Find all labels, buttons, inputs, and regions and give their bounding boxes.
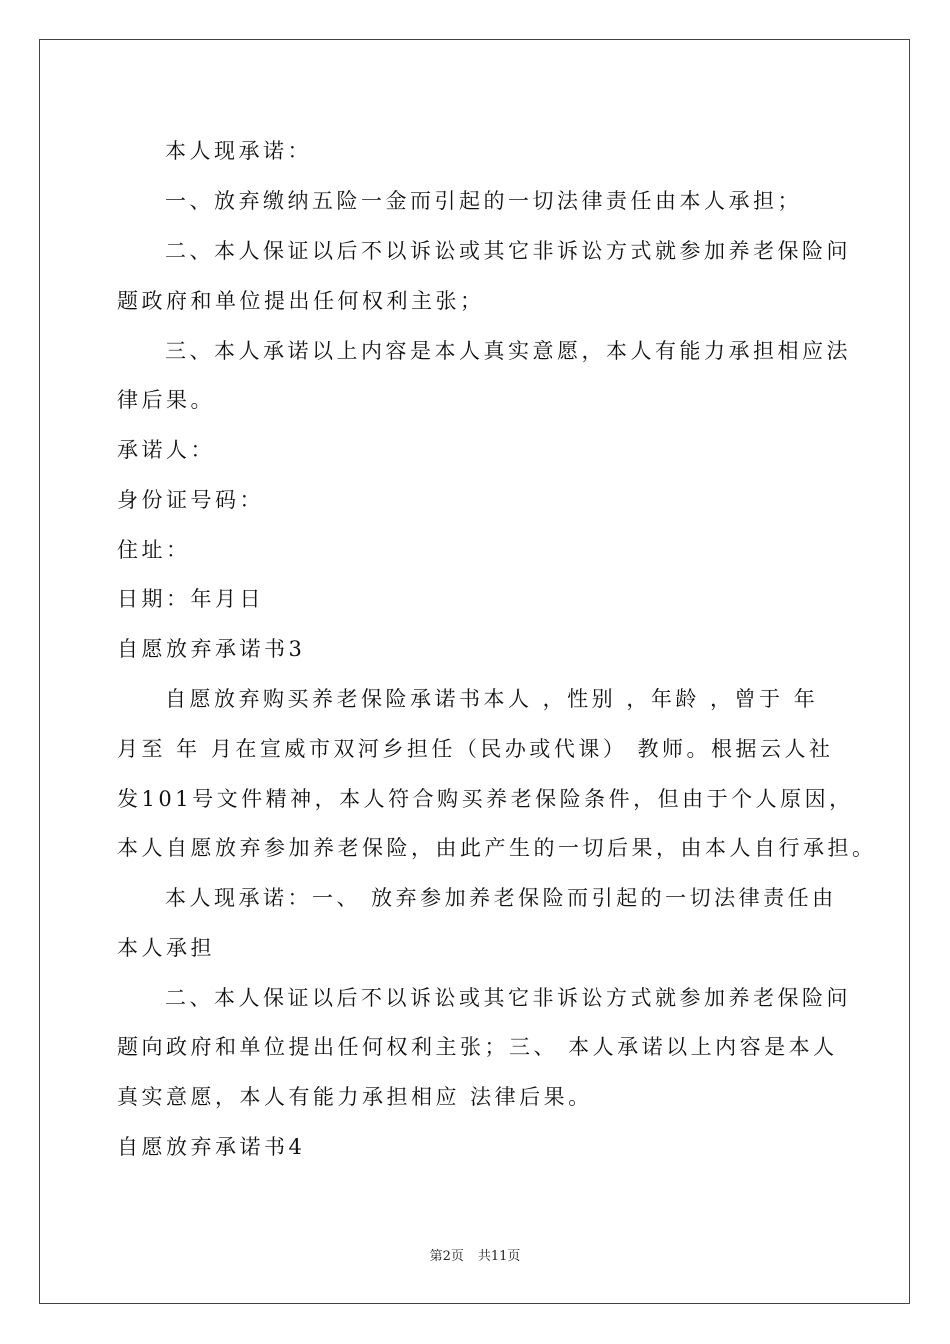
text-line: 律后果。 xyxy=(117,388,215,412)
text-line: 自愿放弃购买养老保险承诺书本人 ，性别 ，年龄 ，曾于 年 xyxy=(165,687,819,711)
text-line: 题政府和单位提出任何权利主张； xyxy=(117,289,485,313)
text-line: 三、本人承诺以上内容是本人真实意愿，本人有能力承担相应法 xyxy=(165,339,851,363)
text-line: 本人现承诺： xyxy=(165,139,312,163)
page-footer xyxy=(0,1248,950,1266)
page-number: 第2页 xyxy=(429,1249,464,1264)
text-line: 本人现承诺：一、 放弃参加养老保险而引起的一切法律责任由 xyxy=(165,886,837,910)
section-heading: 自愿放弃承诺书4 xyxy=(117,1135,306,1159)
text-line: 二、本人保证以后不以诉讼或其它非诉讼方式就参加养老保险问 xyxy=(165,239,851,263)
text-line: 题向政府和单位提出任何权利主张；三、 本人承诺以上内容是本人 xyxy=(117,1035,838,1059)
text-line: 本人承担 xyxy=(117,936,215,960)
text-line: 发101号文件精神，本人符合购买养老保险条件，但由于个人原因， xyxy=(117,787,854,811)
text-line: 月至 年 月在宣威市双河乡担任（民办或代课） 教师。根据云人社 xyxy=(117,737,834,761)
signer-label: 承诺人： xyxy=(117,438,215,462)
address-label: 住址： xyxy=(117,538,191,562)
text-line: 本人自愿放弃参加养老保险，由此产生的一切后果，由本人自行承担。 xyxy=(117,836,877,860)
page-total: 共11页 xyxy=(477,1249,521,1264)
text-line: 二、本人保证以后不以诉讼或其它非诉讼方式就参加养老保险问 xyxy=(165,986,851,1010)
page-frame xyxy=(39,39,910,1304)
id-number-label: 身份证号码： xyxy=(117,488,264,512)
section-heading: 自愿放弃承诺书3 xyxy=(117,637,306,661)
text-line: 一、放弃缴纳五险一金而引起的一切法律责任由本人承担； xyxy=(165,189,802,213)
date-label: 日期：年月日 xyxy=(117,587,264,611)
text-line: 真实意愿，本人有能力承担相应 法律后果。 xyxy=(117,1085,593,1109)
